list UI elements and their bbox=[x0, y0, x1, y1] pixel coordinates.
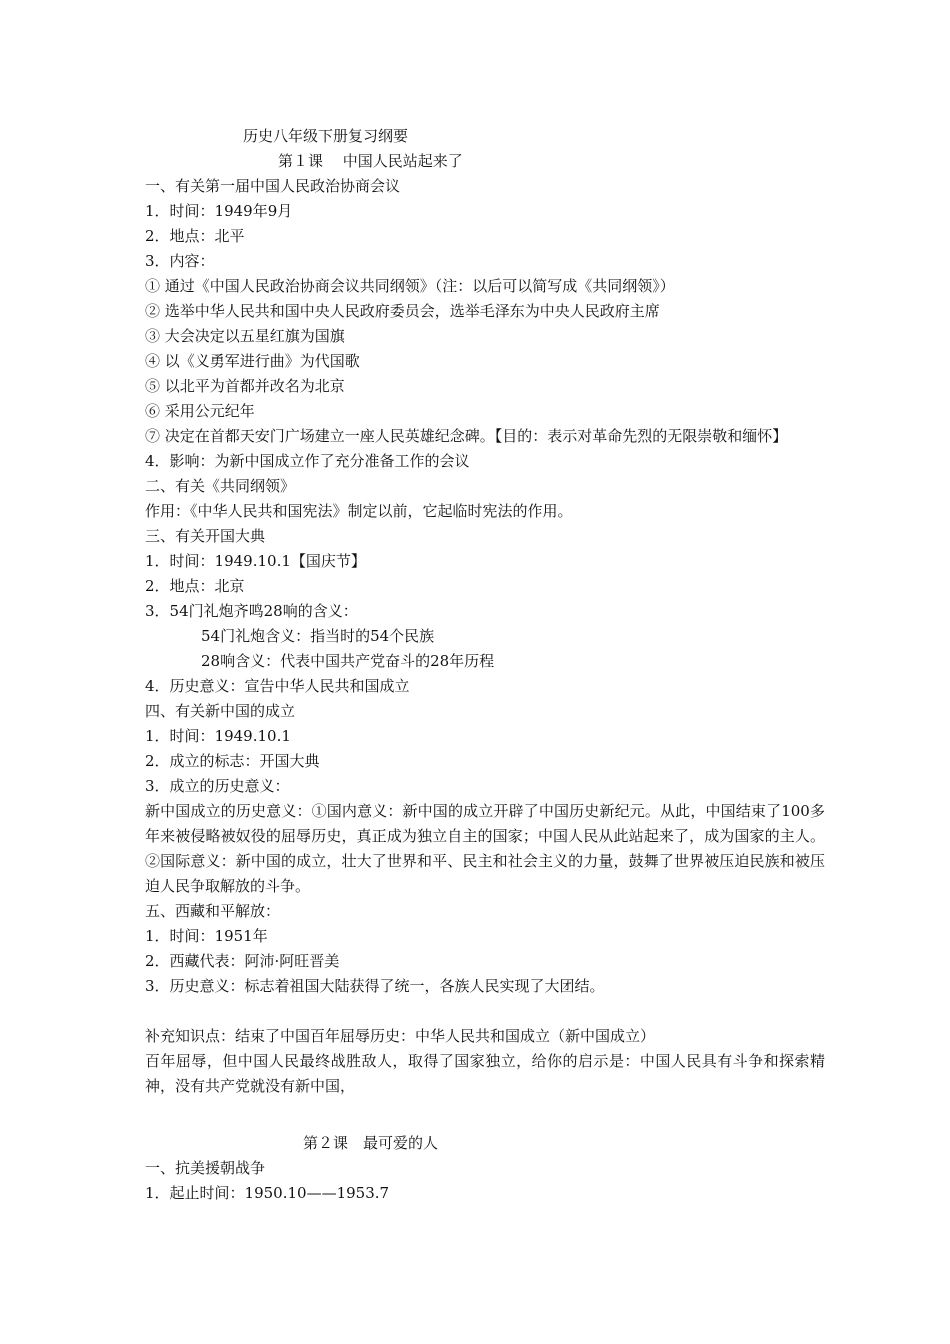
spacer bbox=[145, 1099, 825, 1131]
salute-28-meaning: 28响含义：代表中国共产党奋斗的28年历程 bbox=[201, 652, 495, 670]
supplement-line-2: 百年屈辱，但中国人民最终战胜敌人，取得了国家独立，给你的启示是：中国人民具有斗争和探索精神，没有共产党就没有新中国， bbox=[145, 1052, 825, 1095]
section-1-content-label: 3．内容： bbox=[145, 252, 215, 270]
content-item: ④ 以《义勇军进行曲》为代国歌 bbox=[145, 352, 360, 370]
section-3-significance: 4．历史意义：宣告中华人民共和国成立 bbox=[145, 677, 410, 695]
section-4-heading: 四、有关新中国的成立 bbox=[145, 702, 296, 720]
section-5-significance: 3．历史意义：标志着祖国大陆获得了统一，各族人民实现了大团结。 bbox=[145, 977, 605, 995]
supplement-line-1: 补充知识点：结束了中国百年屈辱历史：中华人民共和国成立（新中国成立） bbox=[145, 1027, 656, 1045]
section-4-significance-label: 3．成立的历史意义： bbox=[145, 777, 290, 795]
content-item: ③ 大会决定以五星红旗为国旗 bbox=[145, 327, 345, 345]
content-item: ⑥ 采用公元纪年 bbox=[145, 402, 255, 420]
section-3-heading: 三、有关开国大典 bbox=[145, 527, 266, 545]
salute-54-meaning: 54门礼炮含义：指当时的54个民族 bbox=[201, 627, 435, 645]
lesson-1-title: 第１课 中国人民站起来了 bbox=[278, 152, 463, 170]
section-5-heading: 五、西藏和平解放： bbox=[145, 902, 281, 920]
section-4-significance-text: 新中国成立的历史意义：①国内意义：新中国的成立开辟了中国历史新纪元。从此，中国结束了100多年来被侵略被奴役的屈辱历史，真正成为独立自主的国家；中国人民从此站起来了，成为国家的主人。②国际意义：新中国的成立，壮大了世界和平、民主和社会主义的力量，鼓舞了世界被压迫民族和被压迫人民争取解放的斗争。 bbox=[145, 802, 825, 895]
section-2-role: 作用：《中华人民共和国宪法》制定以前，它起临时宪法的作用。 bbox=[145, 502, 573, 520]
section-2-heading: 二、有关《共同纲领》 bbox=[145, 477, 296, 495]
section-4-symbol: 2．成立的标志：开国大典 bbox=[145, 752, 320, 770]
document-title: 历史八年级下册复习纲要 bbox=[243, 127, 409, 145]
content-item: ⑦ 决定在首都天安门广场建立一座人民英雄纪念碑。【目的：表示对革命先烈的无限崇敬和缅怀】 bbox=[145, 427, 788, 445]
section-3-place: 2．地点：北京 bbox=[145, 577, 245, 595]
section-5-rep: 2．西藏代表：阿沛·阿旺晋美 bbox=[145, 952, 340, 970]
section-1-time: 1．时间：1949年9月 bbox=[145, 202, 293, 220]
lesson-2-section-1-heading: 一、抗美援朝战争 bbox=[145, 1159, 266, 1177]
lesson-2-section-1-time: 1．起止时间：1950.10——1953.7 bbox=[145, 1184, 390, 1202]
content-item: ⑤ 以北平为首都并改名为北京 bbox=[145, 377, 345, 395]
content-item: ② 选举中华人民共和国中央人民政府委员会，选举毛泽东为中央人民政府主席 bbox=[145, 302, 660, 320]
section-3-salute: 3．54门礼炮齐鸣28响的含义： bbox=[145, 602, 358, 620]
section-1-place: 2．地点：北平 bbox=[145, 227, 245, 245]
spacer bbox=[145, 999, 825, 1024]
section-4-time: 1．时间：1949.10.1 bbox=[145, 727, 291, 745]
lesson-2-title: 第２课 最可爱的人 bbox=[303, 1134, 439, 1152]
section-5-time: 1．时间：1951年 bbox=[145, 927, 268, 945]
section-1-heading: 一、有关第一届中国人民政治协商会议 bbox=[145, 177, 401, 195]
content-item: ① 通过《中国人民政治协商会议共同纲领》（注：以后可以简写成《共同纲领》） bbox=[145, 277, 675, 295]
section-1-impact: 4．影响：为新中国成立作了充分准备工作的会议 bbox=[145, 452, 470, 470]
section-3-time: 1．时间：1949.10.1【国庆节】 bbox=[145, 552, 366, 570]
document-page bbox=[145, 124, 825, 1206]
